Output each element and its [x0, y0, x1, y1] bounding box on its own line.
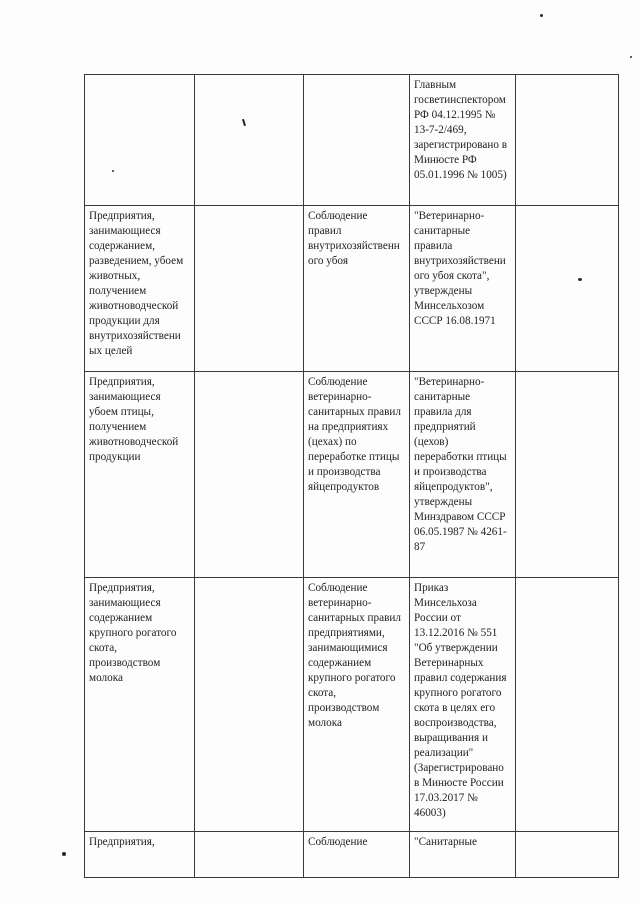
note-cell — [516, 75, 619, 206]
requirement-cell: Соблюдение ветеринарно- санитарных правил на предприятиях (цехах) по переработке птицы и производства яйцепродуктов — [304, 372, 410, 578]
scan-speck — [578, 278, 582, 281]
note-cell — [516, 206, 619, 372]
note-cell — [516, 372, 619, 578]
activity-cell — [195, 75, 304, 206]
requirement-cell: Соблюдение — [304, 832, 410, 878]
requirement-cell — [304, 75, 410, 206]
activity-cell — [195, 206, 304, 372]
object-cell: Предприятия, занимающиеся содержанием, разведением, убоем животных, получением животноводческой продукции для внутрихозяйствени ых целей — [85, 206, 195, 372]
note-cell — [516, 578, 619, 832]
document-cell: "Санитарные — [410, 832, 516, 878]
document-cell: Приказ Минсельхоза России от 13.12.2016 № 551 "Об утверждении Ветеринарных правил содержания крупного рогатого скота в целях его воспроизводства, выращивания и реализации" (Зарегистрировано в Минюсте России 17.03.2017 № 46003) — [410, 578, 516, 832]
scan-speck — [630, 56, 632, 58]
scan-speck — [62, 852, 66, 856]
activity-cell — [195, 578, 304, 832]
document-cell: Главным госветинспектором РФ 04.12.1995 № 13-7-2/469, зарегистрировано в Минюсте РФ 05.01.1996 № 1005) — [410, 75, 516, 206]
table-row — [85, 372, 619, 578]
object-cell — [85, 75, 195, 206]
object-cell: Предприятия, — [85, 832, 195, 878]
activity-cell — [195, 372, 304, 578]
note-cell — [516, 832, 619, 878]
scan-speck — [112, 170, 114, 172]
object-cell: Предприятия, занимающиеся убоем птицы, получением животноводческой продукции — [85, 372, 195, 578]
document-cell: "Ветеринарно- санитарные правила внутрихозяйствени ого убоя скота", утверждены Минсельхозом СССР 16.08.1971 — [410, 206, 516, 372]
requirement-cell: Соблюдение ветеринарно- санитарных правил предприятиями, занимающимися содержанием крупного рогатого скота, производством молока — [304, 578, 410, 832]
regulation-table — [84, 74, 619, 878]
table-row — [85, 578, 619, 832]
document-cell: "Ветеринарно- санитарные правила для предприятий (цехов) переработки птицы и производства яйцепродуктов", утверждены Минздравом СССР 06.05.1987 № 4261- 87 — [410, 372, 516, 578]
object-cell: Предприятия, занимающиеся содержанием крупного рогатого скота, производством молока — [85, 578, 195, 832]
scan-speck — [540, 14, 543, 17]
requirement-cell: Соблюдение правил внутрихозяйственн ого убоя — [304, 206, 410, 372]
table-row — [85, 206, 619, 372]
table-row — [85, 75, 619, 206]
activity-cell — [195, 832, 304, 878]
table-row — [85, 832, 619, 878]
